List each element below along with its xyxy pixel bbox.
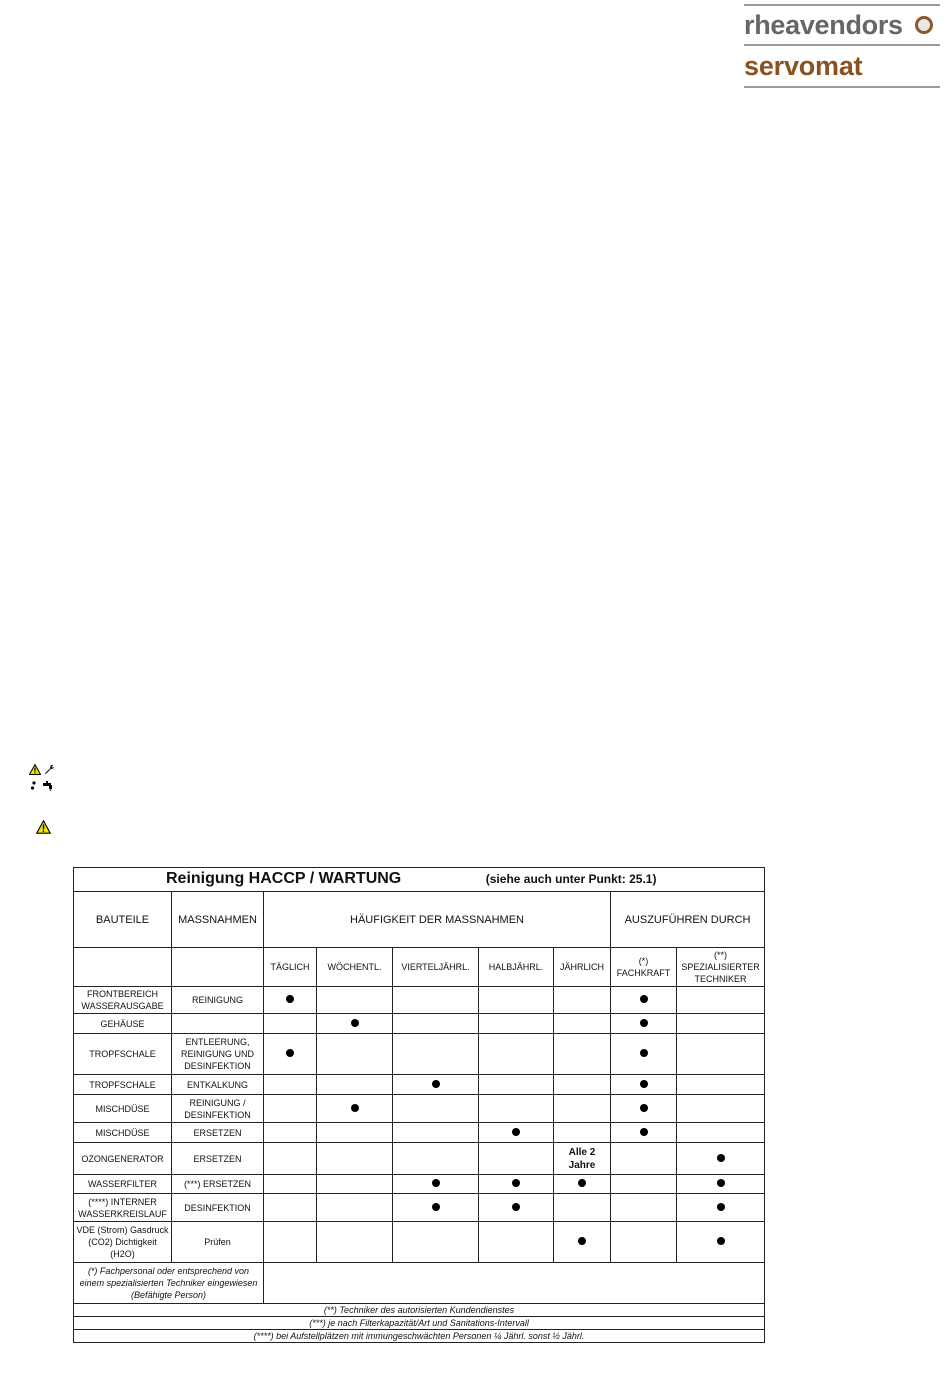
row-cell [611, 1075, 677, 1095]
tap-icon [42, 780, 54, 791]
row-cell [677, 1123, 765, 1143]
mark-dot-icon [512, 1128, 520, 1136]
logo-ring-icon [915, 16, 933, 34]
row-cell [317, 1222, 393, 1263]
row-cell [264, 1175, 317, 1194]
row-cell [554, 1095, 611, 1123]
row-cell [317, 1175, 393, 1194]
table-row [74, 987, 765, 1014]
warning-icon-standalone [36, 820, 51, 839]
col-fachkraft: (*) FACHKRAFT [611, 948, 677, 987]
row-action: ERSETZEN [172, 1143, 264, 1175]
row-cell [317, 1075, 393, 1095]
mark-dot-icon [432, 1179, 440, 1187]
row-cell [611, 1194, 677, 1222]
row-cell [264, 1075, 317, 1095]
footnote-2: (**) Techniker des autorisierten Kundendienstes [74, 1304, 765, 1317]
row-cell [317, 1143, 393, 1175]
subheader-empty [74, 948, 172, 987]
row-cell [264, 1014, 317, 1034]
table-row [74, 1095, 765, 1123]
row-part: (****) INTERNER WASSERKREISLAUF [74, 1194, 172, 1222]
row-part: VDE (Strom) Gasdruck (CO2) Dichtigkeit (H2O) [74, 1222, 172, 1263]
row-cell [554, 1123, 611, 1143]
row-cell [393, 987, 479, 1014]
mark-dot-icon [512, 1203, 520, 1211]
row-cell [611, 1222, 677, 1263]
wrench-icon [44, 764, 55, 775]
row-cell [479, 1143, 554, 1175]
row-cell [317, 1194, 393, 1222]
row-cell [264, 1095, 317, 1123]
row-action: REINIGUNG / DESINFEKTION [172, 1095, 264, 1123]
row-cell [677, 1222, 765, 1263]
row-cell [611, 1123, 677, 1143]
row-cell [393, 1095, 479, 1123]
row-cell [554, 987, 611, 1014]
mark-dot-icon [640, 1128, 648, 1136]
row-cell [479, 1014, 554, 1034]
row-cell [677, 1095, 765, 1123]
row-action: ERSETZEN [172, 1123, 264, 1143]
mark-dot-icon [717, 1154, 725, 1162]
company-logo [744, 4, 940, 88]
footnote-row [74, 1330, 765, 1343]
header-auszufuehren: AUSZUFÜHREN DURCH [611, 892, 765, 948]
logo-text-rheavendors: rheavendors [744, 10, 903, 40]
table-title: Reinigung HACCP / WARTUNG [166, 870, 402, 887]
safety-icons-row [29, 764, 55, 775]
mark-dot-icon [351, 1104, 359, 1112]
row-cell [554, 1075, 611, 1095]
row-cell [264, 987, 317, 1014]
row-cell [554, 1143, 611, 1175]
row-cell [677, 1143, 765, 1175]
row-cell [317, 1095, 393, 1123]
row-action: ENTKALKUNG [172, 1075, 264, 1095]
row-cell [554, 1222, 611, 1263]
table-row [74, 1222, 765, 1263]
row-part: OZONGENERATOR [74, 1143, 172, 1175]
footnote-row [74, 1304, 765, 1317]
mark-dot-icon [640, 1049, 648, 1057]
row-cell [393, 1014, 479, 1034]
row-cell [677, 1175, 765, 1194]
row-action [172, 1014, 264, 1034]
table-row [74, 1194, 765, 1222]
warning-icon [36, 820, 51, 834]
row-part: WASSERFILTER [74, 1175, 172, 1194]
table-row [74, 1034, 765, 1075]
header-massnahmen: MASSNAHMEN [172, 892, 264, 948]
footnote-row [74, 1263, 765, 1304]
col-jaehrlich: JÄHRLICH [554, 948, 611, 987]
mark-dot-icon [640, 995, 648, 1003]
row-cell [479, 1075, 554, 1095]
mark-dot-icon [351, 1019, 359, 1027]
row-cell [677, 1075, 765, 1095]
col-techniker: (**) SPEZIALISIERTER TECHNIKER [677, 948, 765, 987]
row-cell [317, 1034, 393, 1075]
row-cell [611, 1014, 677, 1034]
row-cell [264, 1143, 317, 1175]
row-cell [479, 1222, 554, 1263]
table-row [74, 1123, 765, 1143]
table-row [74, 1014, 765, 1034]
row-cell [264, 1194, 317, 1222]
table-subtitle: (siehe auch unter Punkt: 25.1) [485, 872, 657, 886]
row-part: MISCHDÜSE [74, 1123, 172, 1143]
row-cell [677, 1034, 765, 1075]
row-cell [317, 1123, 393, 1143]
col-halbjaehrl: HALBJÄHRL. [479, 948, 554, 987]
mark-dot-icon [286, 995, 294, 1003]
row-cell [264, 1123, 317, 1143]
row-part: MISCHDÜSE [74, 1095, 172, 1123]
footnote-1-blank [264, 1263, 765, 1304]
mark-dot-icon [286, 1049, 294, 1057]
footnote-4: (****) bei Aufstellplätzen mit immungeschwächten Personen ¼ Jährl. sonst ½ Jährl. [74, 1330, 765, 1343]
col-taeglich: TÄGLICH [264, 948, 317, 987]
row-action: Prüfen [172, 1222, 264, 1263]
row-cell [677, 1014, 765, 1034]
water-drops-icon [30, 780, 38, 791]
row-cell [317, 1014, 393, 1034]
row-cell [479, 1095, 554, 1123]
row-cell [611, 1095, 677, 1123]
row-cell [264, 1222, 317, 1263]
row-part: FRONTBEREICH WASSERAUSGABE [74, 987, 172, 1014]
row-cell [479, 987, 554, 1014]
mark-dot-icon [640, 1019, 648, 1027]
table-title-row [74, 868, 765, 892]
hygiene-icons-row [30, 780, 54, 791]
row-action: ENTLEERUNG, REINIGUNG UND DESINFEKTION [172, 1034, 264, 1075]
mark-dot-icon [578, 1237, 586, 1245]
table-body [74, 987, 765, 1263]
row-cell [479, 1194, 554, 1222]
warning-icon [29, 764, 41, 775]
row-cell [677, 1194, 765, 1222]
row-cell [554, 1014, 611, 1034]
mark-dot-icon [512, 1179, 520, 1187]
row-cell [677, 987, 765, 1014]
row-cell [611, 1143, 677, 1175]
row-action: REINIGUNG [172, 987, 264, 1014]
row-part: GEHÄUSE [74, 1014, 172, 1034]
row-cell [317, 987, 393, 1014]
table-subheader-row [74, 948, 765, 987]
mark-dot-icon [717, 1237, 725, 1245]
mark-dot-icon [717, 1179, 725, 1187]
col-vierteljaehrl: VIERTELJÄHRL. [393, 948, 479, 987]
footnote-row [74, 1317, 765, 1330]
header-haeufigkeit: HÄUFIGKEIT DER MASSNAHMEN [264, 892, 611, 948]
mark-dot-icon [432, 1080, 440, 1088]
header-bauteile: BAUTEILE [74, 892, 172, 948]
footnote-1: (*) Fachpersonal oder entsprechend von einem spezialisierten Techniker eingewiesen (Befähigte Person) [74, 1263, 264, 1304]
subheader-empty [172, 948, 264, 987]
row-cell [479, 1175, 554, 1194]
row-part: TROPFSCHALE [74, 1034, 172, 1075]
mark-dot-icon [432, 1203, 440, 1211]
row-action: DESINFEKTION [172, 1194, 264, 1222]
row-cell [554, 1034, 611, 1075]
logo-text-servomat: servomat [744, 51, 863, 81]
table-header-row [74, 892, 765, 948]
row-cell [611, 1034, 677, 1075]
row-cell [264, 1034, 317, 1075]
row-part: TROPFSCHALE [74, 1075, 172, 1095]
row-cell [479, 1034, 554, 1075]
mark-dot-icon [578, 1179, 586, 1187]
logo-rule-bottom [744, 86, 940, 88]
row-cell [611, 987, 677, 1014]
table-row [74, 1075, 765, 1095]
haccp-maintenance-table [73, 867, 765, 1343]
mark-dot-icon [717, 1203, 725, 1211]
row-cell [393, 1075, 479, 1095]
row-cell [554, 1194, 611, 1222]
row-cell [611, 1175, 677, 1194]
row-cell [393, 1143, 479, 1175]
table-title-cell [74, 868, 765, 892]
mark-dot-icon [640, 1080, 648, 1088]
row-cell [393, 1175, 479, 1194]
mark-dot-icon [640, 1104, 648, 1112]
col-woechentl: WÖCHENTL. [317, 948, 393, 987]
row-cell [393, 1123, 479, 1143]
footnote-3: (***) je nach Filterkapazität/Art und Sanitations-Intervall [74, 1317, 765, 1330]
row-cell [393, 1034, 479, 1075]
row-cell [393, 1222, 479, 1263]
row-cell [479, 1123, 554, 1143]
interval-note: Alle 2 Jahre [568, 1146, 596, 1171]
table-row [74, 1175, 765, 1194]
row-action: (***) ERSETZEN [172, 1175, 264, 1194]
table-row [74, 1143, 765, 1175]
row-cell [393, 1194, 479, 1222]
row-cell [554, 1175, 611, 1194]
